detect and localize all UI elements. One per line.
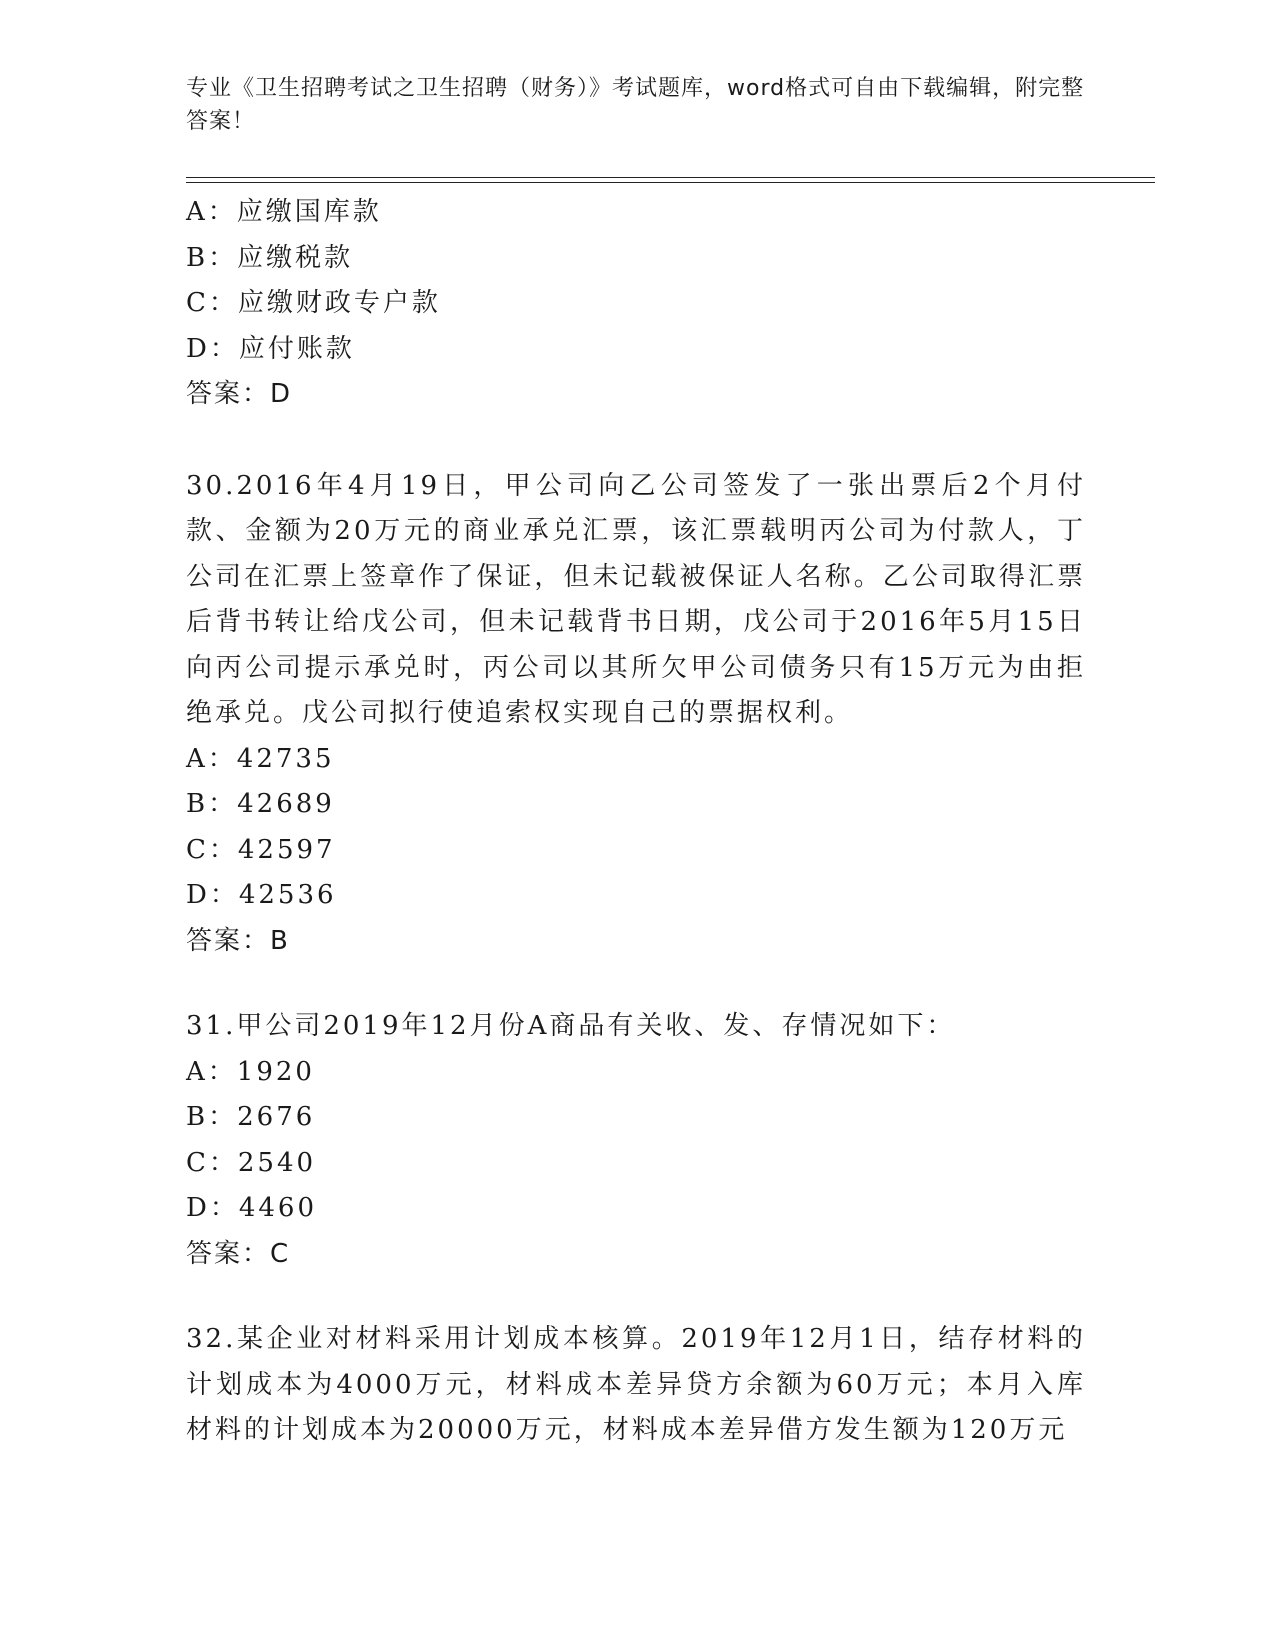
- header-rule-bottom: [186, 182, 1155, 183]
- option-b: B：42689: [186, 789, 335, 819]
- option-a: A：1920: [186, 1056, 315, 1087]
- option-a: A：应缴国库款: [186, 197, 382, 227]
- question-block-30: [186, 464, 1086, 965]
- answer-line: 答案：B: [186, 925, 290, 956]
- question-block-prev: [186, 190, 1086, 418]
- answer-line: 答案：D: [186, 379, 293, 409]
- option-b: B：应缴税款: [186, 242, 354, 273]
- question-text: 32.某企业对材料采用计划成本核算。2019年12月1日，结存材料的计划成本为4000万元，材料成本差异贷方余额为60万元；本月入库材料的计划成本为20000万元，材料成本差异借方发生额为120万元: [186, 1324, 1086, 1445]
- option-d: D：应付账款: [186, 333, 355, 364]
- question-text: 31.甲公司2019年12月份A商品有关收、发、存情况如下：: [186, 1011, 956, 1041]
- page-header: [186, 72, 1086, 138]
- spacer: [186, 418, 1086, 464]
- document-title: 专业《卫生招聘考试之卫生招聘（财务）》考试题库，word格式可自由下载编辑，附完整答案！: [186, 76, 1085, 134]
- header-rule-top: [186, 177, 1155, 178]
- answer-line: 答案：C: [186, 1238, 291, 1269]
- option-d: D：4460: [186, 1193, 318, 1223]
- option-b: B：2676: [186, 1102, 316, 1132]
- question-text: 30.2016年4月19日，甲公司向乙公司签发了一张出票后2个月付款、金额为20万元的商业承兑汇票，该汇票载明丙公司为付款人，丁公司在汇票上签章作了保证，但未记载被保证人名称。乙公司取得汇票后背书转让给戊公司，但未记载背书日期，戊公司于2016年5月15日向丙公司提示承兑时，丙公司以其所欠甲公司债务只有15万元为由拒绝承兑。戊公司拟行使追索权实现自己的票据权利。: [186, 470, 1086, 728]
- spacer: [186, 964, 1086, 1004]
- option-d: D：42536: [186, 880, 337, 910]
- document-body: [186, 190, 1086, 1454]
- question-block-32: [186, 1317, 1086, 1454]
- option-c: C：42597: [186, 834, 336, 865]
- spacer: [186, 1277, 1086, 1317]
- option-c: C：应缴财政专户款: [186, 288, 441, 318]
- option-c: C：2540: [186, 1147, 317, 1178]
- option-a: A：42735: [186, 743, 335, 774]
- question-block-31: [186, 1004, 1086, 1277]
